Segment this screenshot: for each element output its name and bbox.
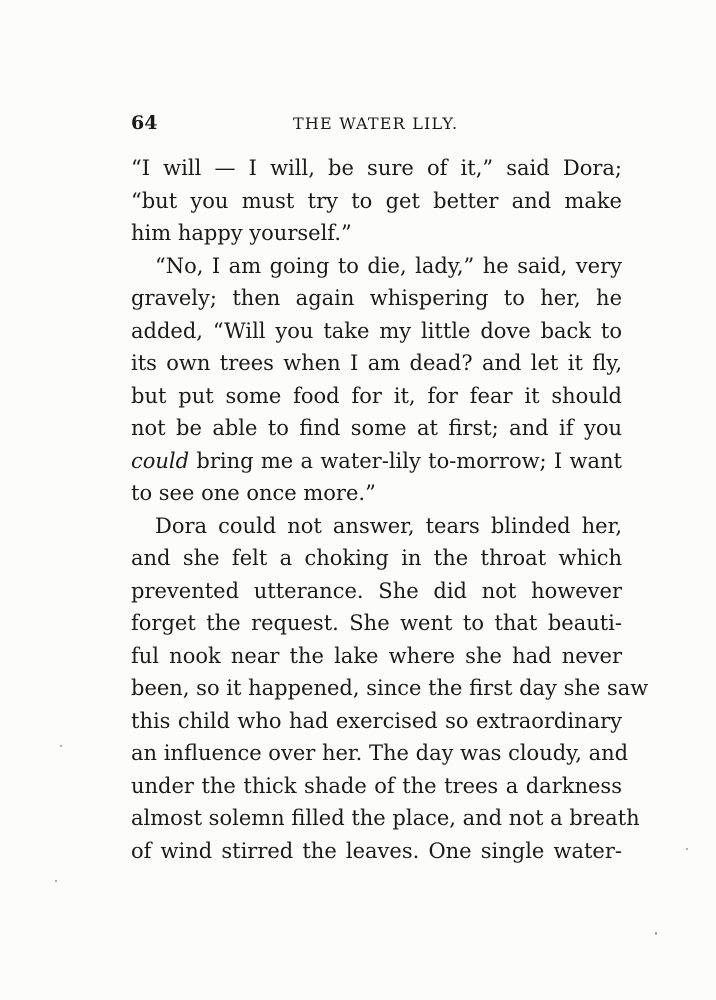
text-line: to see one once more.”: [131, 481, 376, 505]
text-line: Dora could not answer, tears blinded her,: [155, 513, 622, 538]
text-line: “but you must try to get better and make: [131, 188, 622, 213]
page-header: [131, 112, 621, 140]
text-line: “I will — I will, be sure of it,” said Dora;: [131, 156, 622, 180]
text-line: “No, I am going to die, lady,” he said, very: [155, 253, 622, 278]
text-line: this child who had exercised so extraordinary: [131, 708, 622, 733]
text-line: him happy yourself.”: [131, 221, 352, 245]
text-line: an influence over her. The day was cloudy, and: [131, 741, 629, 765]
page-number: 64: [131, 112, 158, 134]
text-line: under the thick shade of the trees a darkness: [131, 773, 622, 798]
scan-speck: [655, 932, 657, 935]
text-line: but put some food for it, for fear it should: [131, 383, 622, 408]
text-line: been, so it happened, since the first day she saw: [131, 676, 649, 700]
text-line: not be able to find some at first; and if you: [131, 416, 622, 440]
line-rest: bring me a water-lily to-morrow; I want: [189, 448, 622, 473]
text-line: [131, 445, 622, 478]
text-line: and she felt a choking in the throat which: [131, 546, 622, 570]
text-line: almost solemn filled the place, and not a breath: [131, 806, 640, 830]
scan-speck: [686, 848, 688, 850]
text-line: forget the request. She went to that beauti-: [131, 611, 622, 635]
text-line: its own trees when I am dead? and let it fly,: [131, 351, 622, 375]
text-line: added, “Will you take my little dove back to: [131, 318, 622, 343]
scan-speck: [60, 745, 62, 747]
text-line: gravely; then again whispering to her, he: [131, 286, 622, 310]
text-line: of wind stirred the leaves. One single water-: [131, 838, 622, 863]
running-head: THE WATER LILY.: [293, 114, 459, 133]
text-line: ful nook near the lake where she had never: [131, 643, 622, 668]
text-line: prevented utterance. She did not however: [131, 578, 622, 603]
scan-speck: [55, 880, 57, 882]
body-text: [131, 152, 649, 867]
italic-word: could: [131, 448, 190, 473]
